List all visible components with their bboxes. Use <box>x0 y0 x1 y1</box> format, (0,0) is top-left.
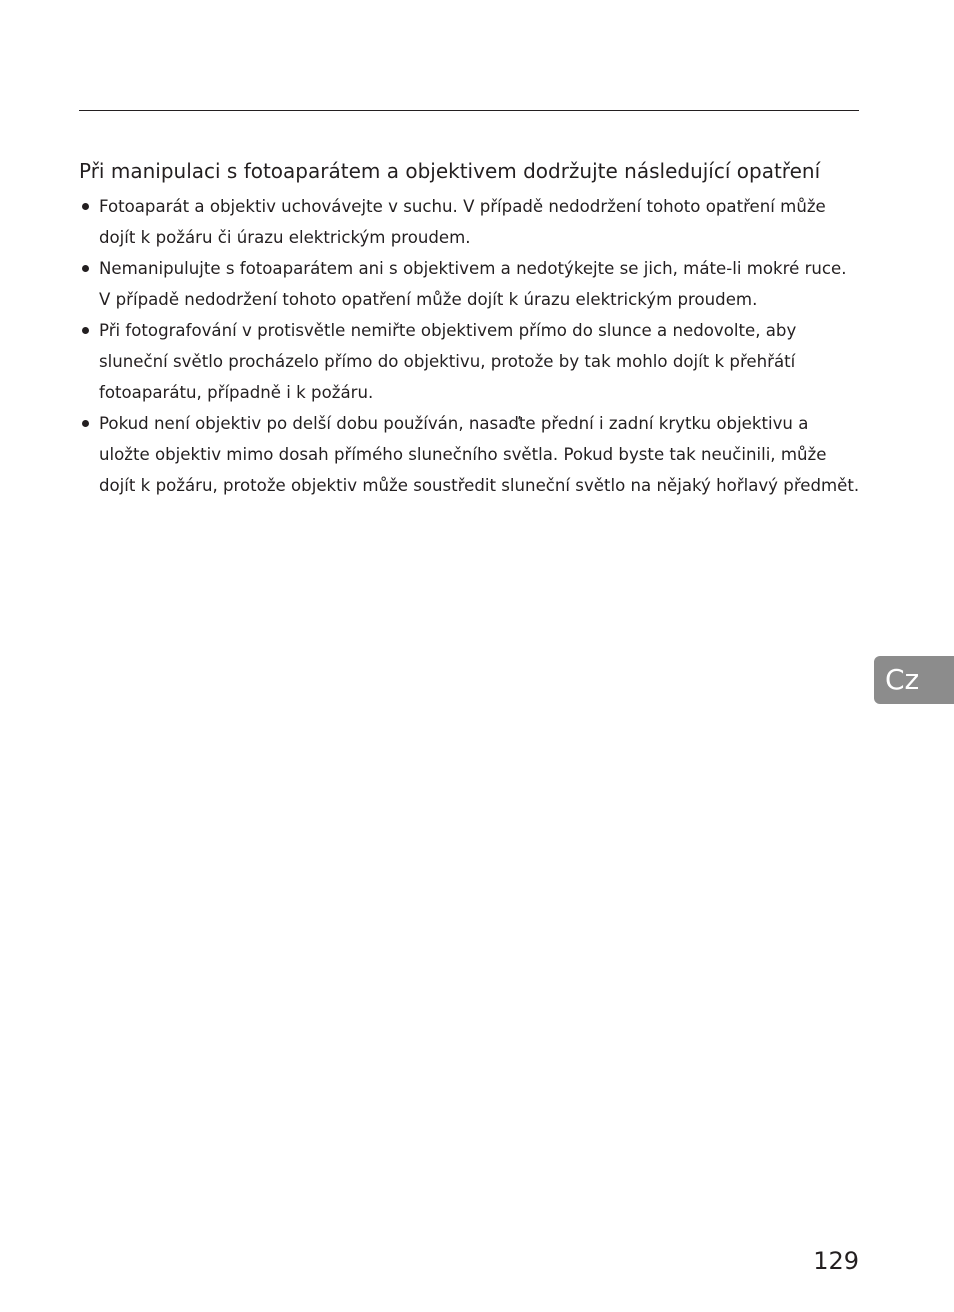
page-number: 129 <box>813 1247 859 1275</box>
list-item <box>79 253 861 315</box>
list-item <box>79 191 861 253</box>
section-heading: Při manipulaci s fotoaparátem a objektivem dodržujte následující opatření <box>79 159 821 183</box>
list-item-text: Fotoaparát a objektiv uchovávejte v suchu. V případě nedodržení tohoto opatření může dojít k požáru či úrazu elektrickým proudem. <box>99 197 826 247</box>
list-item-text: Při fotografování v protisvětle nemiřte objektivem přímo do slunce a nedovolte, aby sluneční světlo procházelo přímo do objektivu, protože by tak mohlo dojít k přehřátí fotoaparátu, případně i k požáru. <box>99 321 797 402</box>
list-item-text: Pokud není objektiv po delší dobu používán, nasaďte přední i zadní krytku objektivu a uložte objektiv mimo dosah přímého slunečního světla. Pokud byste tak neučinili, může dojít k požáru, protože objektiv může soustředit sluneční světlo na nějaký hořlavý předmět. <box>99 414 860 495</box>
top-divider-rule <box>79 110 859 111</box>
precautions-list <box>79 191 861 501</box>
precautions-section <box>79 158 861 501</box>
language-tab-label: Cz <box>885 663 920 696</box>
list-item <box>79 315 861 408</box>
bullet-icon <box>82 327 89 334</box>
list-item-text: Nemanipulujte s fotoaparátem ani s objektivem a nedotýkejte se jich, máte-li mokré ruce. V případě nedodržení tohoto opatření může dojít k úrazu elektrickým proudem. <box>99 259 847 309</box>
bullet-icon <box>82 265 89 272</box>
bullet-icon <box>82 420 89 427</box>
list-item <box>79 408 861 501</box>
bullet-icon <box>82 203 89 210</box>
language-tab <box>874 656 954 704</box>
